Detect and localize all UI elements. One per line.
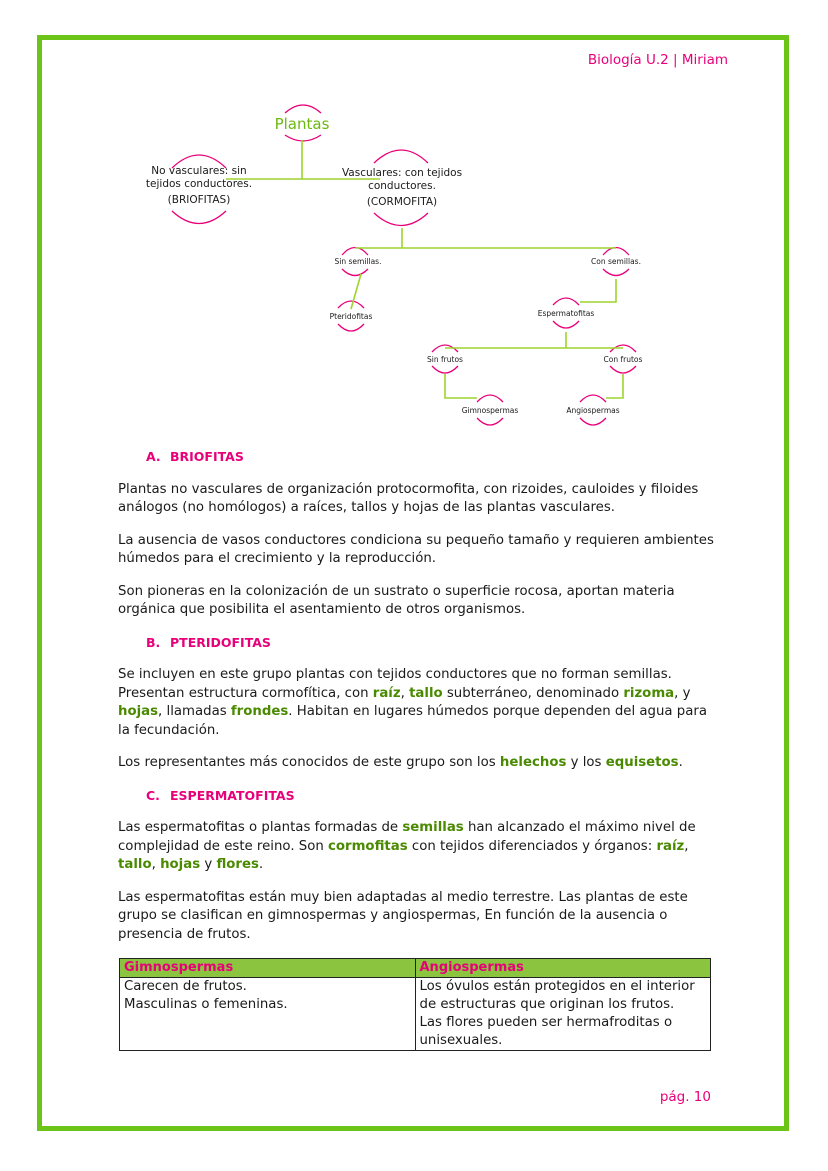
comparison-table [119,958,711,1051]
connector-sin-frutos-gimnospermas [445,374,477,398]
term-tallo-2: tallo [118,857,152,872]
connector-con-semillas-espermatofitas [580,279,616,302]
con-semillas-arc-bottom [603,269,629,276]
section-b-heading: B. PTERIDOFITAS [146,634,271,650]
plant-classification-diagram [0,0,828,440]
pteridofitas-arc-bottom [338,324,364,331]
section-c-heading: C. ESPERMATOFITAS [146,787,295,803]
briofitas-arc-bottom [172,211,226,224]
section-a-heading: A. BRIOFITAS [146,449,244,464]
section-a-paragraph-1: Plantas no vasculares de organización protocormofita, con rizoides, cauloides y filoides análogos (no homólogos) a raíces, tallos y hojas de las plantas vasculares. [118,481,699,515]
node-vasculares-line1: Vasculares: con tejidos [341,167,463,179]
term-flores: flores [216,857,259,872]
table-cell-angiospermas: Los óvulos están protegidos en el interior de estructuras que originan los frutos. Las flores pueden ser hermafroditas o unisexuales. [415,978,711,1051]
node-no-vasculares-line1: No vasculares: sin [151,165,247,177]
node-vasculares-line3: (CORMOFITA) [366,196,438,208]
sin-frutos-arc-bottom [432,366,458,373]
page-number: pág. 10 [659,1089,711,1105]
table-header-angiospermas: Angiospermas [415,959,711,978]
term-helechos: helechos [499,755,567,770]
cormofita-arc-top [374,150,428,163]
term-hojas: hojas [118,704,159,719]
gimnospermas-arc-top [477,395,503,402]
espermatofitas-arc-bottom [553,321,579,328]
node-no-vasculares-line3: (BRIOFITAS) [167,194,231,206]
table-header-row [120,959,711,978]
table-header-gimnospermas: Gimnospermas [120,959,416,978]
table-row [120,978,711,1051]
term-equisetos: equisetos [605,755,679,770]
node-espermatofitas: Espermatofitas [537,309,595,318]
espermatofitas-arc-top [553,298,579,305]
node-con-semillas: Con semillas. [591,257,641,266]
page-header: Biología U.2 | Miriam [587,52,728,68]
gimnospermas-arc-bottom [477,418,503,425]
cormofita-arc-bottom [374,213,428,226]
term-raiz: raíz [372,685,401,701]
node-plantas: Plantas [274,115,330,133]
table-cell-gimnospermas: Carecen de frutos. Masculinas o femeninas. [120,978,416,1051]
node-no-vasculares-line2: tejidos conductores. [145,178,253,190]
section-a-paragraph-2: La ausencia de vasos conductores condiciona su pequeño tamaño y requieren ambientes húmedos para el crecimiento y la reproducción. [118,532,714,566]
connector-con-frutos-angiospermas [606,374,623,398]
node-gimnospermas: Gimnospermas [461,406,519,415]
term-tallo: tallo [409,685,443,701]
section-c-paragraph-1: Las espermatofitas o plantas formadas de semillas han alcanzado el máximo nivel de complejidad de este reino. Son cormofitas con tejidos diferenciados y órganos: raíz, tallo, hojas y flores. [118,820,696,872]
main-content [118,448,718,1051]
term-cormofitas: cormofitas [328,838,408,854]
term-hojas-2: hojas [160,857,201,872]
sin-semillas-arc-bottom [342,269,368,276]
node-pteridofitas: Pteridofitas [329,312,373,321]
plantas-arc-bottom [285,135,321,141]
con-frutos-arc-bottom [610,366,636,373]
node-vasculares-line2: conductores. [368,180,436,192]
angiospermas-arc-top [580,395,606,402]
section-b-paragraph-2: Los representantes más conocidos de este grupo son los helechos y los equisetos. [118,755,683,770]
angiospermas-arc-bottom [580,418,606,425]
term-semillas: semillas [402,820,464,835]
node-angiospermas: Angiospermas [566,406,620,415]
section-a-paragraph-3: Son pioneras en la colonización de un sustrato o superficie rocosa, aportan materia orgánica que posibilita el asentamiento de otros organismos. [118,583,675,617]
node-con-frutos: Con frutos [603,355,643,364]
section-c-paragraph-2: Las espermatofitas están muy bien adaptadas al medio terrestre. Las plantas de este grupo se clasifican en gimnospermas y angiospermas, En función de la ausencia o presencia de frutos. [118,889,688,942]
term-frondes: frondes [230,704,289,719]
node-sin-frutos: Sin frutos [427,355,463,364]
term-rizoma: rizoma [623,685,675,701]
term-raiz-2: raíz [656,838,685,854]
plantas-arc-top [285,105,321,113]
node-sin-semillas: Sin semillas. [334,257,382,266]
section-b-paragraph-1: Se incluyen en este grupo plantas con tejidos conductores que no forman semillas. Presentan estructura cormofítica, con raíz, tallo subterráneo, denominado rizoma, y hojas, llamadas frondes. Habitan en lugares húmedos porque dependen del agua para la fecundación. [118,667,707,738]
